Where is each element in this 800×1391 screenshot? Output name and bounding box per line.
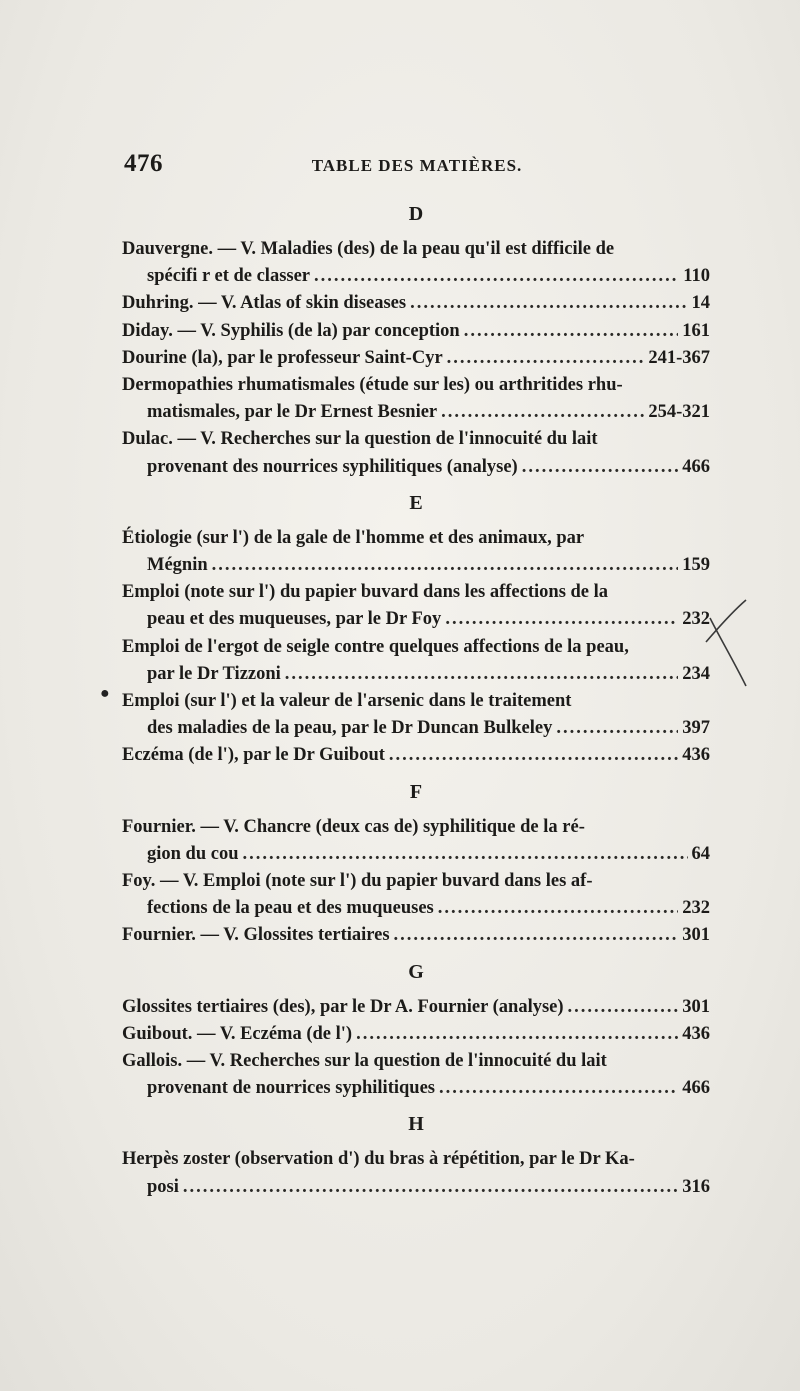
dot-leader — [394, 922, 679, 949]
dot-leader — [439, 1075, 678, 1102]
entry-text: spécifi r et de classer — [147, 266, 311, 287]
dot-leader — [522, 454, 679, 481]
page-reference: 110 — [683, 266, 710, 287]
entry-line — [122, 579, 710, 606]
entry-text: par le Dr Tizzoni — [147, 663, 281, 684]
index-entry — [122, 868, 710, 922]
index-entry — [122, 345, 710, 372]
entry-line — [122, 1174, 710, 1201]
page-reference: 301 — [682, 925, 710, 946]
dot-leader — [356, 1021, 678, 1048]
section-letter: D — [408, 203, 424, 225]
section-letter: H — [408, 1113, 424, 1136]
page-reference: 316 — [682, 1176, 710, 1197]
entry-line — [122, 1146, 710, 1173]
entry-text: Fournier. — V. Glossites tertiaires — [122, 925, 390, 946]
entry-line — [122, 345, 710, 372]
index-entry — [122, 1048, 710, 1102]
entry-line — [122, 606, 710, 633]
table-of-contents — [122, 192, 710, 1201]
margin-bullet-mark: ● — [100, 685, 110, 702]
entry-text: Glossites tertiaires (des), par le Dr A. Fournier (analyse) — [122, 996, 564, 1017]
index-entry — [122, 742, 710, 769]
page-reference: 466 — [682, 456, 710, 477]
entry-text: Foy. — V. Emploi (note sur l') du papier buvard dans les af- — [122, 871, 593, 892]
entry-line — [122, 688, 710, 715]
dot-leader — [464, 318, 679, 345]
entry-line — [122, 868, 710, 895]
entry-line — [122, 290, 710, 317]
entry-line — [122, 454, 710, 481]
section-letter: G — [408, 960, 424, 983]
index-entry — [122, 1146, 710, 1200]
index-entry — [122, 688, 710, 742]
entry-text: fections de la peau et des muqueuses — [147, 898, 434, 919]
index-entry — [122, 426, 710, 480]
page-reference: 234 — [682, 663, 710, 684]
section-letter: F — [409, 780, 423, 803]
dot-leader — [410, 290, 687, 317]
dot-leader — [314, 263, 679, 290]
dot-leader — [285, 661, 678, 688]
index-entry — [122, 236, 710, 290]
index-entry — [122, 525, 710, 579]
dot-leader — [438, 895, 678, 922]
entry-text: matismales, par le Dr Ernest Besnier — [147, 402, 438, 423]
entry-text: gion du cou — [147, 843, 239, 864]
index-entry — [122, 372, 710, 426]
page-reference: 397 — [682, 718, 710, 739]
index-entry — [122, 634, 710, 688]
page-reference: 254-321 — [648, 402, 710, 423]
entry-text: Dermopathies rhumatismales (étude sur les) ou arthritides rhu- — [122, 375, 623, 396]
page-reference: 241-367 — [648, 347, 710, 368]
entry-line — [122, 895, 710, 922]
entry-line — [122, 399, 710, 426]
entry-line — [122, 1021, 710, 1048]
page-reference: 232 — [682, 898, 710, 919]
entry-line — [122, 525, 710, 552]
entry-line — [122, 263, 710, 290]
entry-line — [122, 841, 710, 868]
entry-text: Dourine (la), par le professeur Saint-Cyr — [122, 347, 443, 368]
index-entry — [122, 922, 710, 949]
index-entry — [122, 290, 710, 317]
dot-leader — [389, 742, 678, 769]
page-reference: 301 — [682, 996, 710, 1017]
entry-line — [122, 236, 710, 263]
index-entry — [122, 318, 710, 345]
entry-line — [122, 552, 710, 579]
page-reference: 436 — [682, 745, 710, 766]
entry-text: Dulac. — V. Recherches sur la question de l'innocuité du lait — [122, 429, 598, 450]
entry-line — [122, 426, 710, 453]
page-reference: 161 — [682, 320, 710, 341]
page-number: 476 — [124, 150, 163, 177]
index-entry — [122, 994, 710, 1021]
page-reference: 159 — [682, 555, 710, 576]
running-title: TABLE DES MATIÈRES. — [311, 156, 523, 175]
entry-line — [122, 661, 710, 688]
page-reference: 466 — [682, 1078, 710, 1099]
page-reference: 14 — [691, 293, 710, 314]
page-reference: 64 — [691, 843, 710, 864]
dot-leader — [445, 606, 678, 633]
entry-line — [122, 922, 710, 949]
entry-text: Dauvergne. — V. Maladies (des) de la peau qu'il est difficile de — [122, 239, 615, 259]
entry-text: Diday. — V. Syphilis (de la) par conception — [122, 320, 460, 341]
section-letter: E — [409, 491, 423, 514]
dot-leader — [212, 552, 679, 579]
entry-text: provenant des nourrices syphilitiques (analyse) — [147, 456, 518, 477]
entry-line — [122, 372, 710, 399]
entry-line — [122, 318, 710, 345]
dot-leader — [243, 841, 688, 868]
entry-line — [122, 634, 710, 661]
entry-line — [122, 742, 710, 769]
index-entry — [122, 1021, 710, 1048]
entry-text: Emploi (sur l') et la valeur de l'arsenic dans le traitement — [122, 691, 572, 712]
entry-text: Emploi de l'ergot de seigle contre quelques affections de la peau, — [122, 636, 629, 657]
entry-line — [122, 994, 710, 1021]
page-reference: 232 — [682, 609, 710, 630]
entry-text: peau et des muqueuses, par le Dr Foy — [147, 609, 442, 630]
entry-line — [122, 715, 710, 742]
entry-text: Emploi (note sur l') du papier buvard dans les affections de la — [122, 582, 609, 603]
entry-text: Eczéma (de l'), par le Dr Guibout — [122, 745, 385, 766]
entry-line — [122, 814, 710, 841]
index-entry — [122, 814, 710, 868]
entry-text: Gallois. — V. Recherches sur la question de l'innocuité du lait — [122, 1051, 607, 1072]
dot-leader — [556, 715, 678, 742]
entry-text: posi — [147, 1176, 179, 1197]
entry-text: Étiologie (sur l') de la gale de l'homme et des animaux, par — [122, 527, 585, 548]
dot-leader — [183, 1174, 678, 1201]
entry-text: Guibout. — V. Eczéma (de l') — [122, 1023, 353, 1044]
entry-text: Fournier. — V. Chancre (deux cas de) syphilitique de la ré- — [122, 816, 585, 837]
page-reference: 436 — [682, 1023, 710, 1044]
index-entry — [122, 579, 710, 633]
entry-text: provenant de nourrices syphilitiques — [147, 1078, 435, 1099]
margin-cross-mark-icon — [702, 598, 750, 688]
page-header — [124, 150, 710, 180]
dot-leader — [441, 399, 644, 426]
entry-text: Duhring. — V. Atlas of skin diseases — [122, 293, 407, 314]
entry-line — [122, 1075, 710, 1102]
entry-text: des maladies de la peau, par le Dr Duncan Bulkeley — [147, 718, 553, 739]
entry-text: Herpès zoster (observation d') du bras à répétition, par le Dr Ka- — [122, 1149, 635, 1170]
entry-text: Mégnin — [147, 555, 208, 576]
entry-line — [122, 1048, 710, 1075]
dot-leader — [447, 345, 645, 372]
dot-leader — [568, 994, 679, 1021]
